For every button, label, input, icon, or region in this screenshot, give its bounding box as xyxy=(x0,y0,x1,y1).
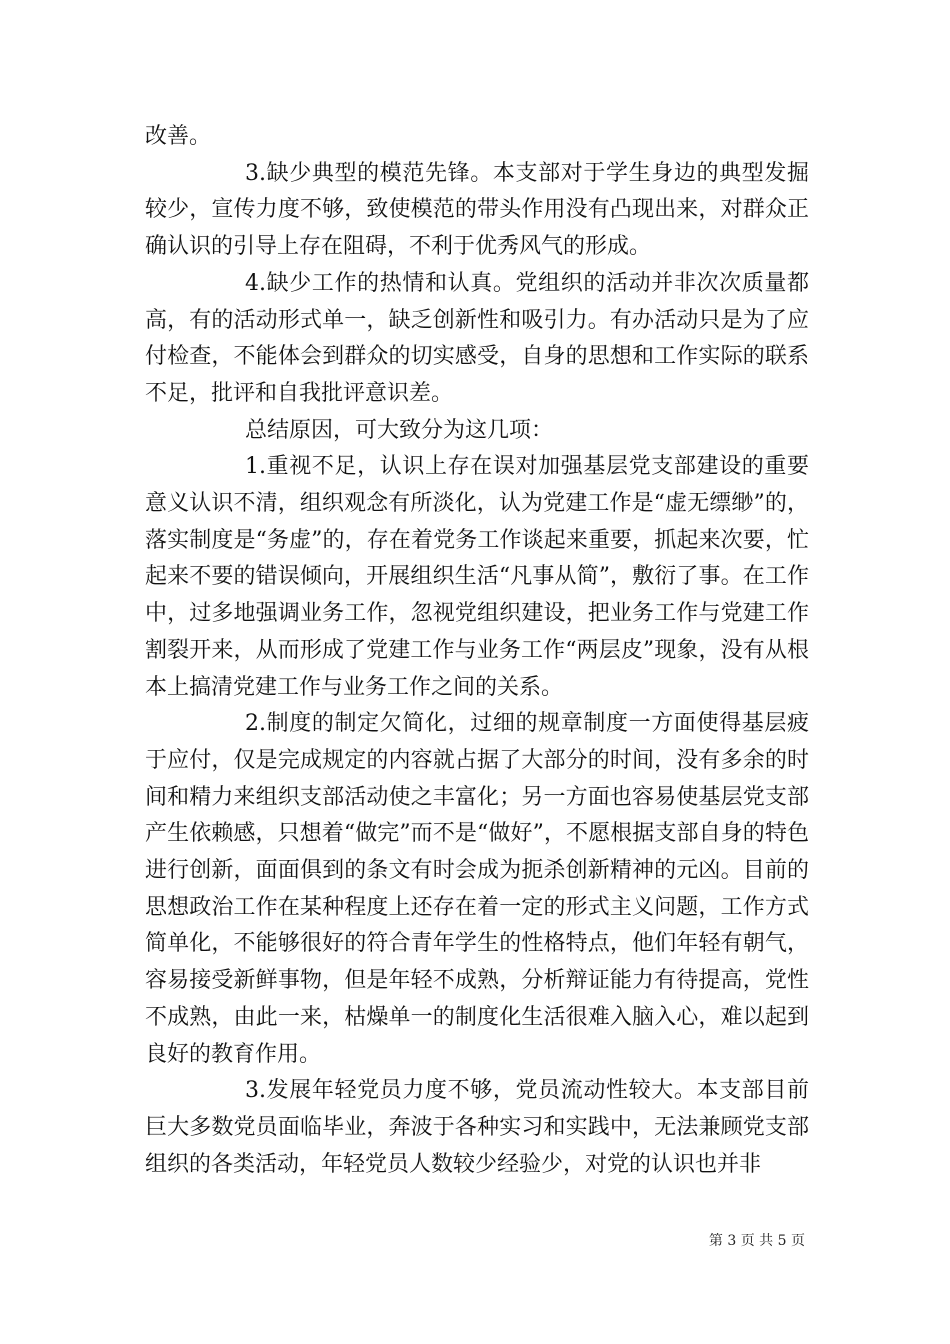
document-body xyxy=(145,119,809,1183)
paragraph-young-member-development: 3.发展年轻党员力度不够，党员流动性较大。本支部目前巨大多数党员面临毕业，奔波于各种实习和实践中，无法兼顾党支部组织的各类活动，年轻党员人数较少经验少，对党的认识也并非 xyxy=(145,1078,809,1177)
paragraph-insufficient-attention: 1.重视不足，认识上存在误对加强基层党支部建设的重要意义认识不清，组织观念有所淡化，认为党建工作是“虚无缥缈”的，落实制度是“务虚”的，存在着党务工作谈起来重要，抓起来次要，忙起来不要的错误倾向，开展组织生活“凡事从简”，敷衍了事。在工作中，过多地强调业务工作，忽视党组织建设，把业务工作与党建工作割裂开来，从而形成了党建工作与业务工作“两层皮”现象，没有从根本上搞清党建工作与业务工作之间的关系。 xyxy=(145,454,809,700)
paragraph-summary-of-causes: 总结原因，可大致分为这几项： xyxy=(245,417,554,443)
paragraph-lack-of-role-models: 3.缺少典型的模范先锋。本支部对于学生身边的典型发掘较少，宣传力度不够，致使模范的带头作用没有凸现出来，对群众正确认识的引导上存在阻碍，不利于优秀风气的形成。 xyxy=(145,160,809,260)
page-number-footer: 第 3 页 共 5 页 xyxy=(708,1233,805,1249)
paragraph-overly-detailed-rules: 2.制度的制定欠简化，过细的规章制度一方面使得基层疲于应付，仅是完成规定的内容就占据了大部分的时间，没有多余的时间和精力来组织支部活动使之丰富化；另一方面也容易使基层党支部产生依赖感，只想着“做完”而不是“做好”，不愿根据支部自身的特色进行创新，面面俱到的条文有时会成为扼杀创新精神的元凶。目前的思想政治工作在某种程度上还存在着一定的形式主义问题，工作方式简单化，不能够很好的符合青年学生的性格特点，他们年轻有朝气，容易接受新鲜事物，但是年轻不成熟，分析辩证能力有待提高，党性不成熟，由此一来，枯燥单一的制度化生活很难入脑入心，难以起到良好的教育作用。 xyxy=(145,711,809,1067)
paragraph-continuation: 改善。 xyxy=(145,124,212,149)
paragraph-lack-of-enthusiasm: 4.缺少工作的热情和认真。党组织的活动并非次次质量都高，有的活动形式单一，缺乏创新性和吸引力。有办活动只是为了应付检查，不能体会到群众的切实感受，自身的思想和工作实际的联系不足，批评和自我批评意识差。 xyxy=(145,270,809,406)
